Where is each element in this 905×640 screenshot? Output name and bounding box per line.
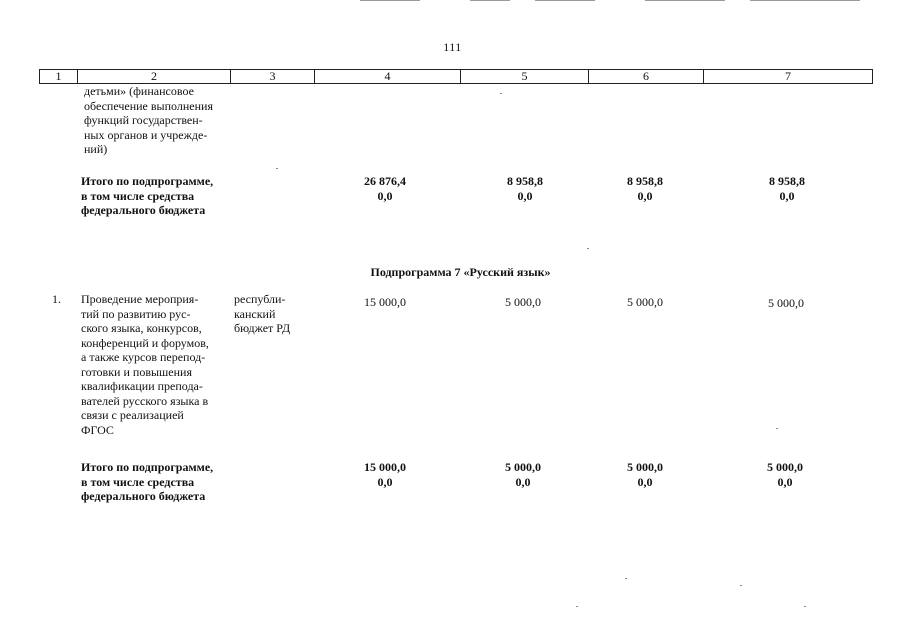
subprogram-heading: Подпрограмма 7 «Русский язык»: [370, 265, 551, 279]
scan-speck: [776, 428, 778, 429]
table-header-row: [39, 69, 873, 84]
subtotal-col5: 8 958,8 0,0: [507, 174, 543, 203]
column-number-3: 3: [231, 70, 315, 83]
subtotal-label: Итого по подпрограмме, в том числе средства федерального бюджета: [81, 174, 214, 217]
scan-edge-mark: [645, 0, 725, 1]
scan-edge-mark: [360, 0, 420, 1]
column-number-5: 5: [461, 70, 589, 83]
column-number-4: 4: [315, 70, 461, 83]
scan-edge-mark: [535, 0, 595, 1]
row-col7: 5 000,0: [768, 296, 804, 310]
row-col6: 5 000,0: [627, 295, 663, 309]
column-number-2: 2: [78, 70, 231, 83]
subtotal-label: Итого по подпрограмме, в том числе средства федерального бюджета: [81, 460, 214, 503]
scan-edge-mark: [470, 0, 510, 1]
continuation-text: детьми» (финансовое обеспечение выполнения функций государствен- ных органов и учрежде- ний): [84, 84, 213, 156]
row-funding-source: республи- канский бюджет РД: [234, 292, 291, 335]
scan-speck: [804, 606, 806, 607]
scan-speck: [625, 578, 627, 579]
column-number-7: 7: [785, 69, 791, 83]
subtotal-col5: 5 000,0 0,0: [505, 460, 541, 489]
column-number-6: 6: [589, 70, 704, 83]
page-number: 111: [443, 40, 462, 54]
column-number-1: 1: [40, 70, 78, 83]
row-description: Проведение мероприя- тий по развитию рус- ского языка, конкурсов, конференций и форумов, а также курсов перепод- готовки и повышения квалификации препода- вателей русского языка в связи с реализацией ФГОС: [81, 292, 209, 437]
subtotal-col4: 15 000,0 0,0: [364, 460, 406, 489]
row-col4: 15 000,0: [364, 295, 406, 309]
scan-speck: [587, 248, 589, 249]
subtotal-col6: 5 000,0 0,0: [627, 460, 663, 489]
scan-speck: [500, 93, 502, 94]
row-col5: 5 000,0: [505, 295, 541, 309]
scan-speck: [740, 585, 742, 586]
scan-edge-mark: [750, 0, 860, 1]
scan-speck: [276, 168, 278, 169]
subtotal-col7: 5 000,0 0,0: [767, 460, 803, 489]
subtotal-col7: 8 958,8 0,0: [769, 174, 805, 203]
subtotal-col6: 8 958,8 0,0: [627, 174, 663, 203]
subtotal-col4: 26 876,4 0,0: [364, 174, 406, 203]
scan-speck: [576, 606, 578, 607]
row-number: 1.: [52, 292, 61, 306]
